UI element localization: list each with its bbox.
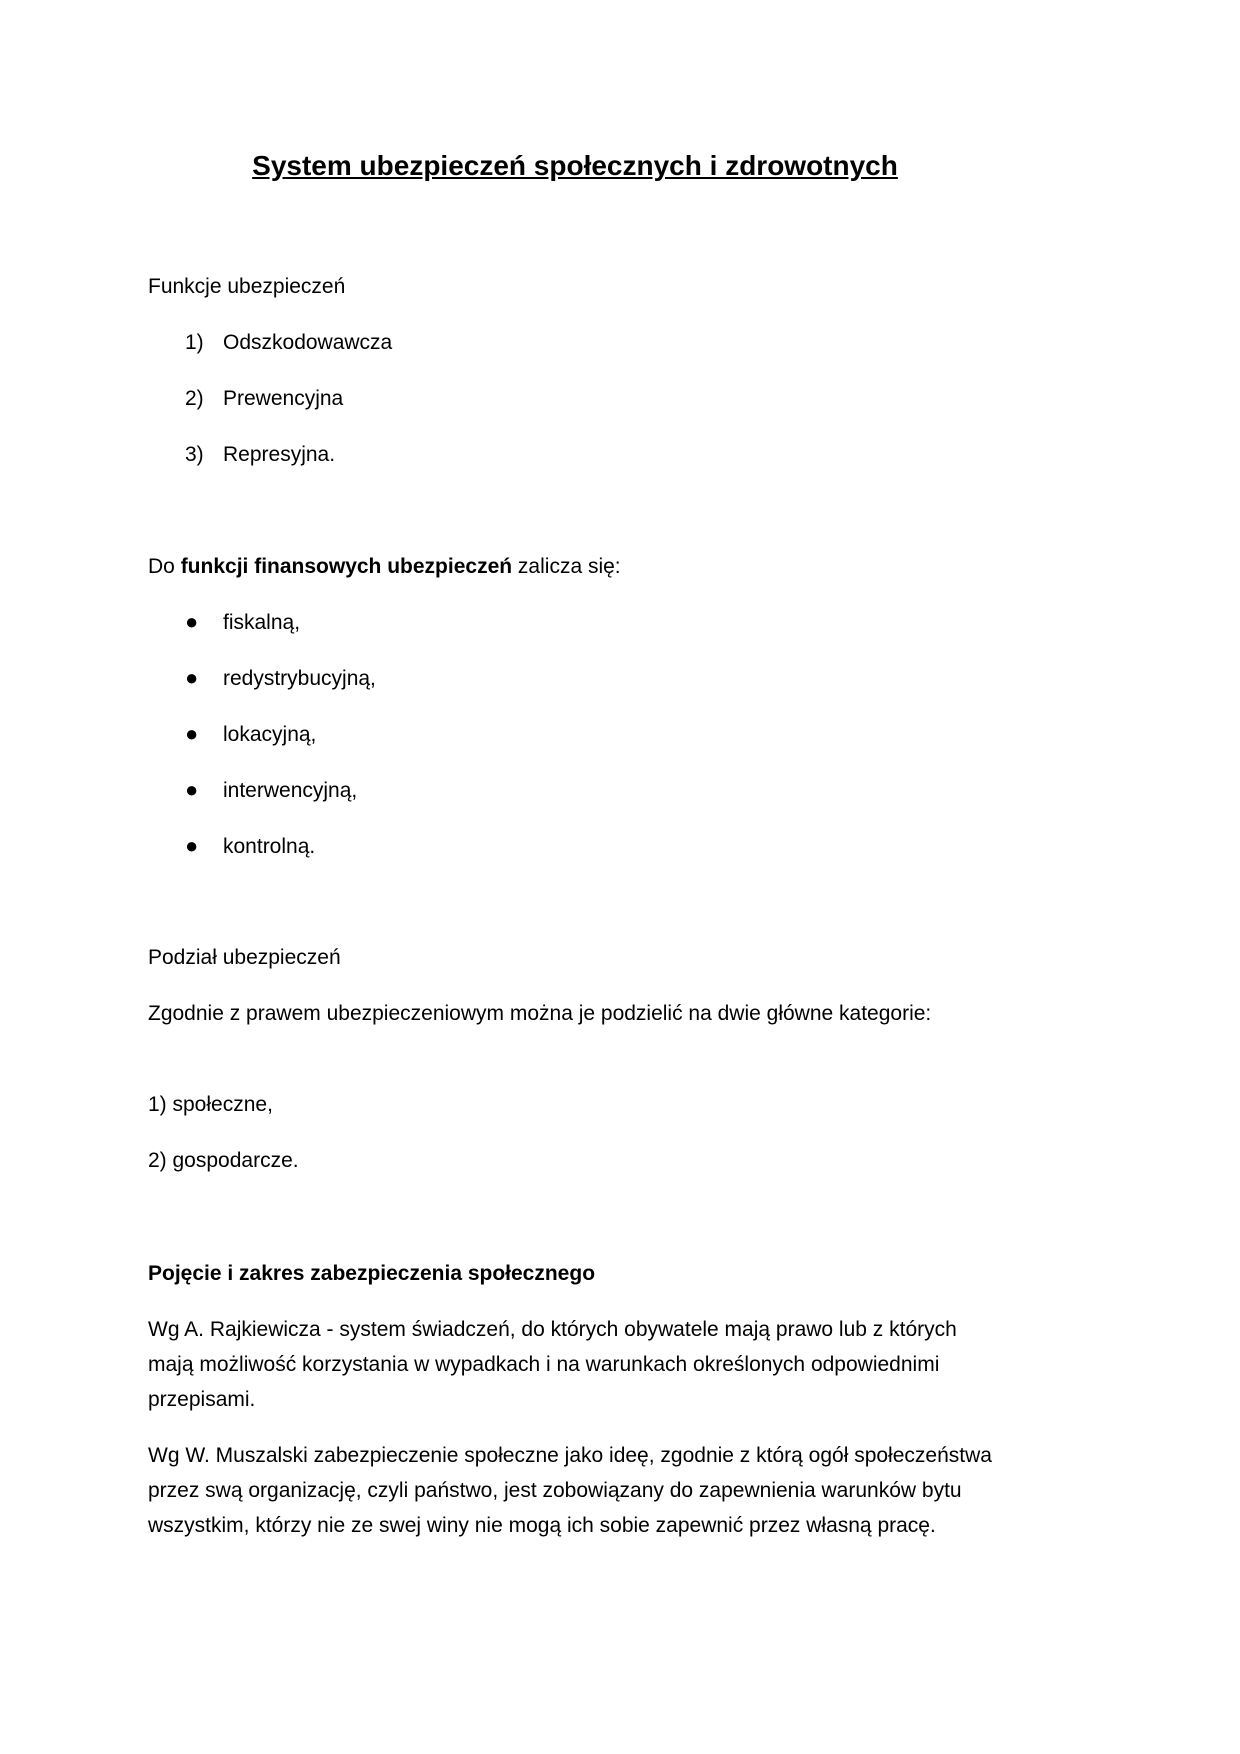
document-title: System ubezpieczeń społecznych i zdrowotnych bbox=[252, 150, 898, 181]
bullet-item bbox=[185, 660, 376, 696]
list-item bbox=[185, 325, 392, 360]
list-item-label: Odszkodowawcza bbox=[223, 331, 393, 354]
concept-paragraph-2: Wg W. Muszalski zabezpieczenie społeczne jako ideę, zgodnie z którą ogół społeczeństwa przez swą organizację, czyli państwo, jest zobowiązany do zapewnienia warunków bytu wszystkim, którzy nie ze swej winy nie mogą ich sobie zapewnić przez własną pracę. bbox=[148, 1444, 992, 1537]
division-item: 1) społeczne, bbox=[148, 1093, 273, 1116]
bullet-item-label: interwencyjną, bbox=[223, 779, 358, 802]
functions-heading: Funkcje ubezpieczeń bbox=[148, 275, 346, 298]
concept-paragraph-1: Wg A. Rajkiewicza - system świadczeń, do których obywatele mają prawo lub z których mają możliwość korzystania w wypadkach i na warunkach określonych odpowiednimi przepisami. bbox=[148, 1318, 957, 1411]
bullet-item-label: fiskalną, bbox=[223, 611, 301, 634]
division-text: Zgodnie z prawem ubezpieczeniowym można je podzielić na dwie główne kategorie: bbox=[148, 1002, 932, 1025]
bullet-item bbox=[185, 716, 316, 752]
list-item-label: Represyjna. bbox=[223, 443, 336, 466]
concept-heading: Pojęcie i zakres zabezpieczenia społecznego bbox=[148, 1262, 596, 1285]
division-item: 2) gospodarcze. bbox=[148, 1149, 299, 1172]
financial-intro bbox=[148, 549, 1008, 584]
financial-intro-bold: funkcji finansowych ubezpieczeń bbox=[180, 555, 513, 578]
bullet-icon: ● bbox=[185, 665, 199, 690]
list-number: 1) bbox=[185, 331, 204, 354]
bullet-icon: ● bbox=[185, 609, 199, 634]
list-number: 2) bbox=[185, 387, 204, 410]
bullet-item bbox=[185, 772, 357, 808]
bullet-icon: ● bbox=[185, 721, 199, 746]
financial-intro-pre: Do bbox=[148, 555, 181, 578]
bullet-item bbox=[185, 604, 300, 640]
list-item bbox=[185, 381, 343, 416]
bullet-item-label: kontrolną. bbox=[223, 835, 316, 858]
list-item bbox=[185, 437, 335, 472]
list-number: 3) bbox=[185, 443, 204, 466]
division-heading: Podział ubezpieczeń bbox=[148, 946, 341, 969]
financial-intro-post: zalicza się: bbox=[512, 555, 621, 578]
bullet-icon: ● bbox=[185, 833, 199, 858]
list-item-label: Prewencyjna bbox=[223, 387, 344, 410]
bullet-icon: ● bbox=[185, 777, 199, 802]
bullet-item-label: lokacyjną, bbox=[223, 723, 317, 746]
bullet-item-label: redystrybucyjną, bbox=[223, 667, 376, 690]
bullet-item bbox=[185, 828, 315, 864]
